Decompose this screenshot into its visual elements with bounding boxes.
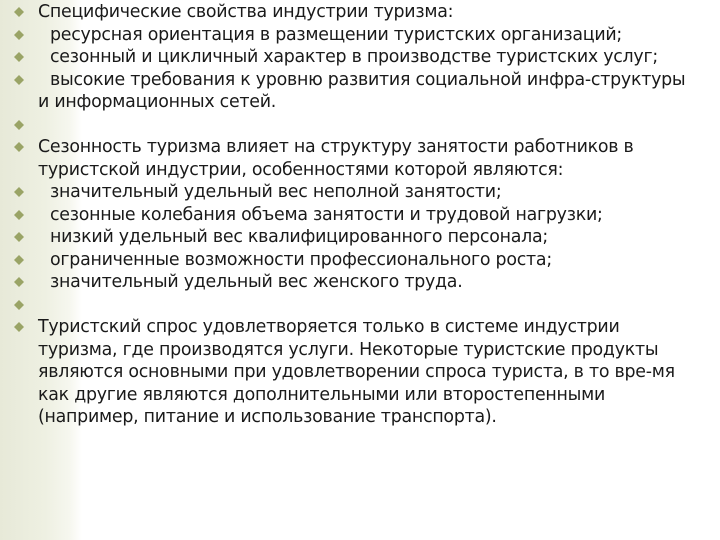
bullet-item-section1-heading — [14, 1, 718, 24]
bullet-item-section2-heading — [14, 136, 718, 181]
list-item-text: значительный удельный вес неполной занятости; — [50, 182, 502, 202]
list-item-text: ресурсная ориентация в размещении туристских организаций; — [50, 24, 623, 45]
section1-heading: Специфические свойства индустрии туризма: — [38, 2, 454, 22]
diamond-bullet-icon — [14, 255, 24, 265]
bullet-item-low-qualified-share — [14, 226, 718, 249]
diamond-bullet-icon — [14, 277, 24, 287]
bullet-item-limited-growth — [14, 249, 718, 272]
bullet-item-female-labor — [14, 271, 718, 294]
bullet-item-resource-orientation — [14, 24, 718, 47]
bullet-item-empty — [14, 114, 718, 137]
bullet-item-seasonal-character — [14, 46, 718, 69]
paragraph-line: Туристский спрос удовлетворяется только в системе индустрии — [38, 317, 620, 337]
section2-heading-line: туристской индустрии, особенностями которой являются: — [38, 159, 564, 180]
slide-text-body — [14, 1, 718, 429]
diamond-bullet-icon — [14, 142, 24, 152]
list-item-text: сезонный и цикличный характер в производстве туристских услуг; — [50, 47, 658, 67]
list-item-text: высокие требования к уровню развития социальной инфра-структуры — [50, 69, 686, 90]
list-item-text: сезонные колебания объема занятости и трудовой нагрузки; — [50, 204, 603, 225]
section2-heading-line: Сезонность туризма влияет на структуру занятости работников в — [38, 137, 634, 157]
list-item-text: низкий удельный вес квалифицированного персонала; — [50, 227, 549, 247]
paragraph-line: как другие являются дополнительными или второстепенными — [38, 384, 606, 405]
diamond-bullet-icon — [14, 52, 24, 62]
diamond-bullet-icon — [14, 232, 24, 242]
list-item-text: значительный удельный вес женского труда. — [50, 272, 463, 292]
list-item-text-continuation: и информационных сетей. — [38, 92, 277, 112]
diamond-bullet-icon — [14, 7, 24, 17]
section3-paragraph — [38, 316, 718, 429]
bullet-item-tourist-demand — [14, 316, 718, 429]
diamond-bullet-icon — [14, 300, 24, 310]
diamond-bullet-icon — [14, 210, 24, 220]
diamond-bullet-icon — [14, 187, 24, 197]
section2-heading — [38, 136, 718, 181]
diamond-bullet-icon — [14, 322, 24, 332]
diamond-bullet-icon — [14, 120, 24, 130]
bullet-item-seasonal-fluctuations — [14, 204, 718, 227]
bullet-item-part-time — [14, 181, 718, 204]
continuation-line — [14, 91, 718, 114]
paragraph-line: туризма, где производятся услуги. Некоторые туристские продукты — [38, 339, 659, 360]
list-item-text: ограниченные возможности профессионального роста; — [50, 249, 552, 270]
bullet-item-infrastructure-requirements — [14, 69, 718, 92]
diamond-bullet-icon — [14, 75, 24, 85]
paragraph-line: (например, питание и использование транспорта). — [38, 407, 497, 427]
diamond-bullet-icon — [14, 30, 24, 40]
bullet-item-empty — [14, 294, 718, 317]
paragraph-line: являются основными при удовлетворении спроса туриста, в то вре-мя — [38, 362, 675, 382]
